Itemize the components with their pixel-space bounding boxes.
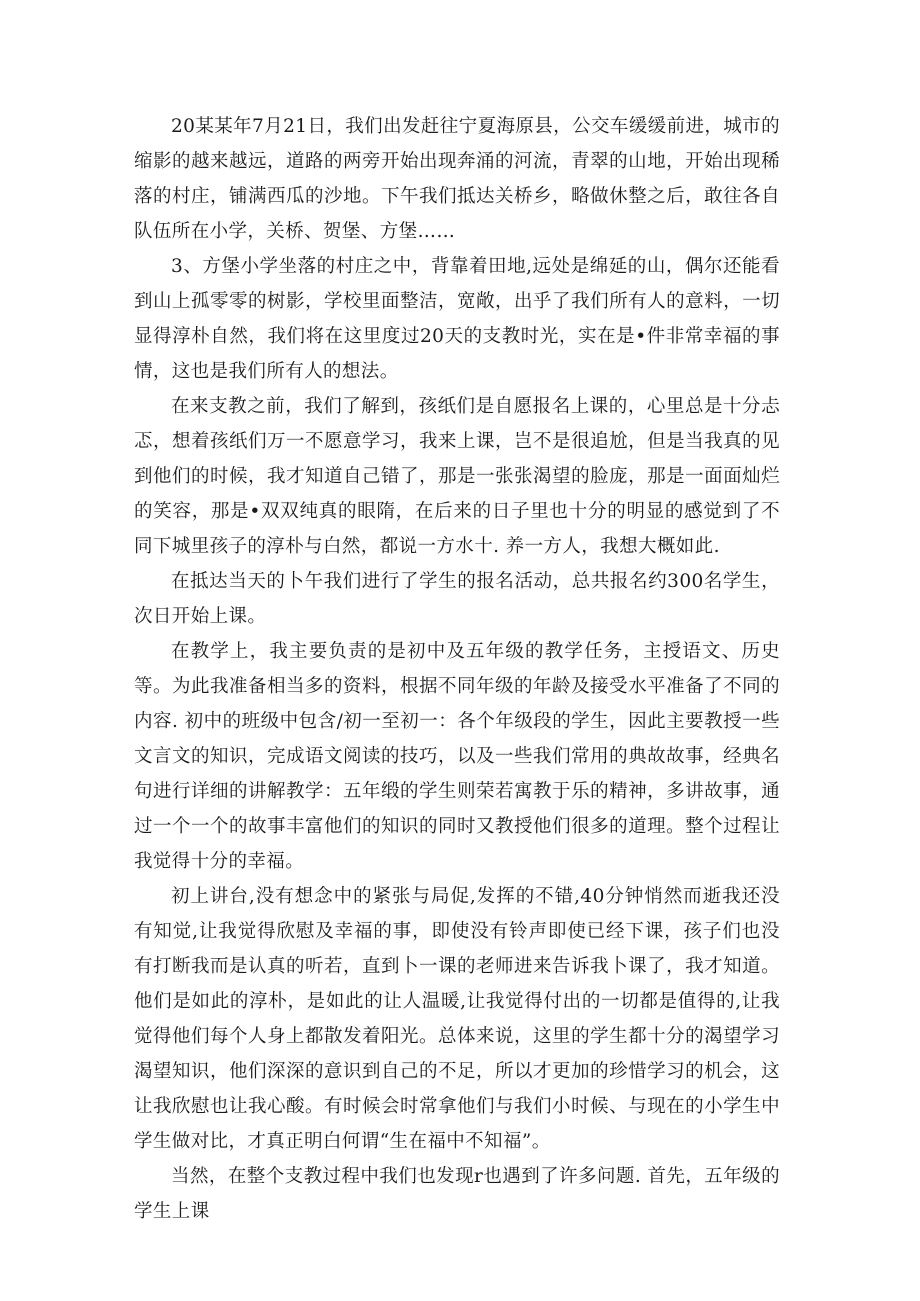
paragraph-2: 3、方堡小学坐落的村庄之中，背靠着田地,远处是绵延的山，偶尔还能看到山上孤零零的树影，学校里面整洁，宽敞，出乎了我们所有人的意料，一切显得淳朴自然，我们将在这里度过20天的支教时光，实在是•件非常幸福的事情，这也是我们所有人的想法。 [134, 256, 780, 382]
paragraph-5: 在教学上，我主要负责的是初中及五年级的教学任务，主授语文、历史等。为此我准备相当多的资料，根据不同年级的年龄及接受水平准备了不同的内容. 初中的班级中包含/初一至初一：各个年级段的学生，因此主要教授一些文言文的知识，完成语文阅读的技巧，以及一些我们常用的典故故事，经典名句进行详细的讲解教学：五年缎的学生则荣若寓教于乐的精神，多讲故事，通过一个一个的故事丰富他们的知识的同时又教授他们很多的道理。整个过程让我觉得十分的幸福。 [134, 641, 780, 872]
paragraph-1: 20某某年7月21日，我们出发赶往宁夏海原县，公交车缓缓前进，城市的缩影的越来越远，道路的两旁开始出现奔涌的河流，青翠的山地，开始出现稀落的村庄，铺满西瓜的沙地。下午我们抵达关桥乡，略做休整之后，敢往各自队伍所在小学，关桥、贺堡、方堡…… [134, 116, 780, 242]
paragraph-3: 在来支教之前，我们了解到，孩纸们是自愿报名上课的，心里总是十分忐忑，想着孩纸们万一不愿意学习，我来上课，岂不是很追尬，但是当我真的见到他们的时候，我才知道自己错了，那是一张张渴望的脸庞，那是一面面灿烂的笑容，那是•双双纯真的眼隋，在后来的日子里也十分的明显的感觉到了不同下城里孩子的淳朴与白然，都说一方水十. 养一方人，我想大概如此. [134, 396, 780, 557]
paragraph-4: 在抵达当天的卜午我们进行了学生的报名活动，总共报名约300名学生，次日开始上课。 [134, 571, 780, 627]
document-body [134, 109, 780, 1229]
paragraph-7: 当然，在整个支教过程中我们也发现r也遇到了许多问题. 首先，五年级的学生上课 [134, 1166, 780, 1222]
paragraph-6: 初上讲台,没有想念中的紧张与局促,发挥的不错,40分钟悄然而逝我还没有知觉,让我觉得欣慰及幸福的事，即使没有铃声即使已经下课，孩子们也没有打断我而是认真的听若，直到卜一课的老师进来告诉我卜课了，我才知道。他们是如此的淳朴，是如此的让人温暖,让我觉得付出的一切都是值得的,让我觉得他们每个人身上都散发着阳光。总体来说，这里的学生都十分的渴望学习渴望知识，他们深深的意识到自己的不足，所以才更加的珍惜学习的机会，这让我欣慰也让我心酸。有时候会时常拿他们与我们小时候、与现在的小学生中学生做对比，才真正明白何谓“生在福中不知福”。 [134, 886, 780, 1152]
